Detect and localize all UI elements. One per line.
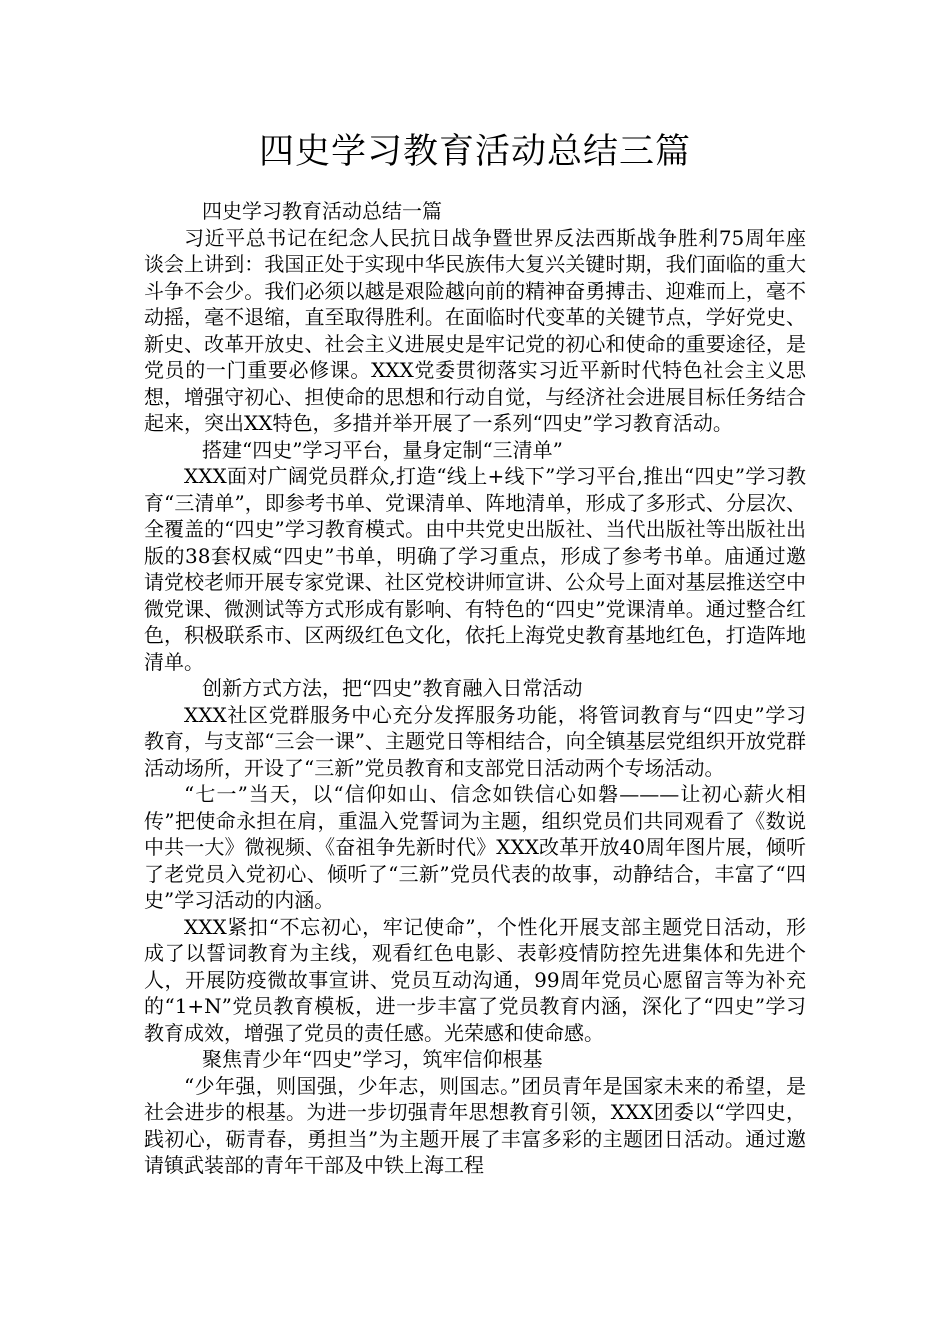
section-heading: 创新方式方法，把“四史”教育融入日常活动 (202, 676, 583, 700)
body-paragraph: “少年强，则国强，少年志，则国志。”团员青年是国家未来的希望，是社会进步的根基。为进一步切强青年思想教育引领，XXX团委以“学四史，践初心，砺青春，勇担当”为主题开展了丰富多彩的主题团日活动。通过邀请镇武装部的青年干部及中铁上海工程 (144, 1073, 806, 1177)
body-paragraph: XXX社区党群服务中心充分发挥服务功能，将管词教育与“四史”学习教育，与支部“三会一课”、主题党日等相结合，向全镇基层党组织开放党群活动场所，开设了“三新”党员教育和支部党日活动两个专场活动。 (144, 702, 806, 780)
section-heading: 搭建“四史”学习平台，量身定制“三清单” (202, 437, 563, 462)
document-title: 四史学习教育活动总结三篇 (258, 132, 691, 172)
body-paragraph: “七一”当天，以“信仰如山、信念如铁信心如磐———让初心薪火相传”把使命永担在肩，重温入党誓词为主题，组织党员们共同观看了《数说中共一大》微视频、《奋祖争先新时代》XXX改革开放40周年图片展，倾听了老党员入党初心、倾听了“三新”党员代表的故事，动静结合，丰富了“四史”学习活动的内涵。 (144, 782, 806, 912)
document-body (144, 198, 806, 1179)
body-paragraph: 习近平总书记在纪念人民抗日战争暨世界反法西斯战争胜利75周年座谈会上讲到：我国正处于实现中华民族伟大复兴关键时期，我们面临的重大斗争不会少。我们必须以越是艰险越向前的精神奋勇搏击、迎难而上，毫不动摇，毫不退缩，直至取得胜利。在面临时代变革的关键节点，学好党史、新史、改革开放史、社会主义进展史是牢记党的初心和使命的重要途径，是党员的一门重要必修课。XXX党委贯彻落实习近平新时代特色社会主义思想，增强守初心、担使命的思想和行动自觉，与经济社会进展目标任务结合起来，突出XX特色，多措并举开展了一系列“四史”学习教育活动。 (144, 225, 806, 435)
section-heading: 聚焦青少年“四史”学习，筑牢信仰根基 (202, 1047, 543, 1071)
body-paragraph: XXX面对广阔党员群众,打造“线上+线下”学习平台,推出“四史”学习教育“三清单”，即参考书单、党课清单、阵地清单，形成了多形式、分层次、全覆盖的“四史”学习教育模式。由中共党史出版社、当代出版社等出版社出版的38套权威“四史”书单，明确了学习重点，形成了参考书单。庙通过邀请党校老师开展专家党课、社区党校讲师宣讲、公众号上面对基层推送空中微党课、微测试等方式形成有影响、有特色的“四史”党课清单。通过整合红色，积极联系市、区两级红色文化，依托上海党史教育基地红色，打造阵地清单。 (144, 464, 806, 674)
body-paragraph: XXX紧扣“不忘初心，牢记使命”，个性化开展支部主题党日活动，形成了以誓词教育为主线，观看红色电影、表彰疫情防控先进集体和先进个人，开展防疫微故事宣讲、党员互动沟通，99周年党员心愿留言等为补充的“1+N”党员教育模板，进一步丰富了党员教育内涵，深化了“四史”学习教育成效，增强了党员的责任感。光荣感和使命感。 (144, 914, 806, 1045)
section-heading: 四史学习教育活动总结一篇 (202, 199, 442, 223)
